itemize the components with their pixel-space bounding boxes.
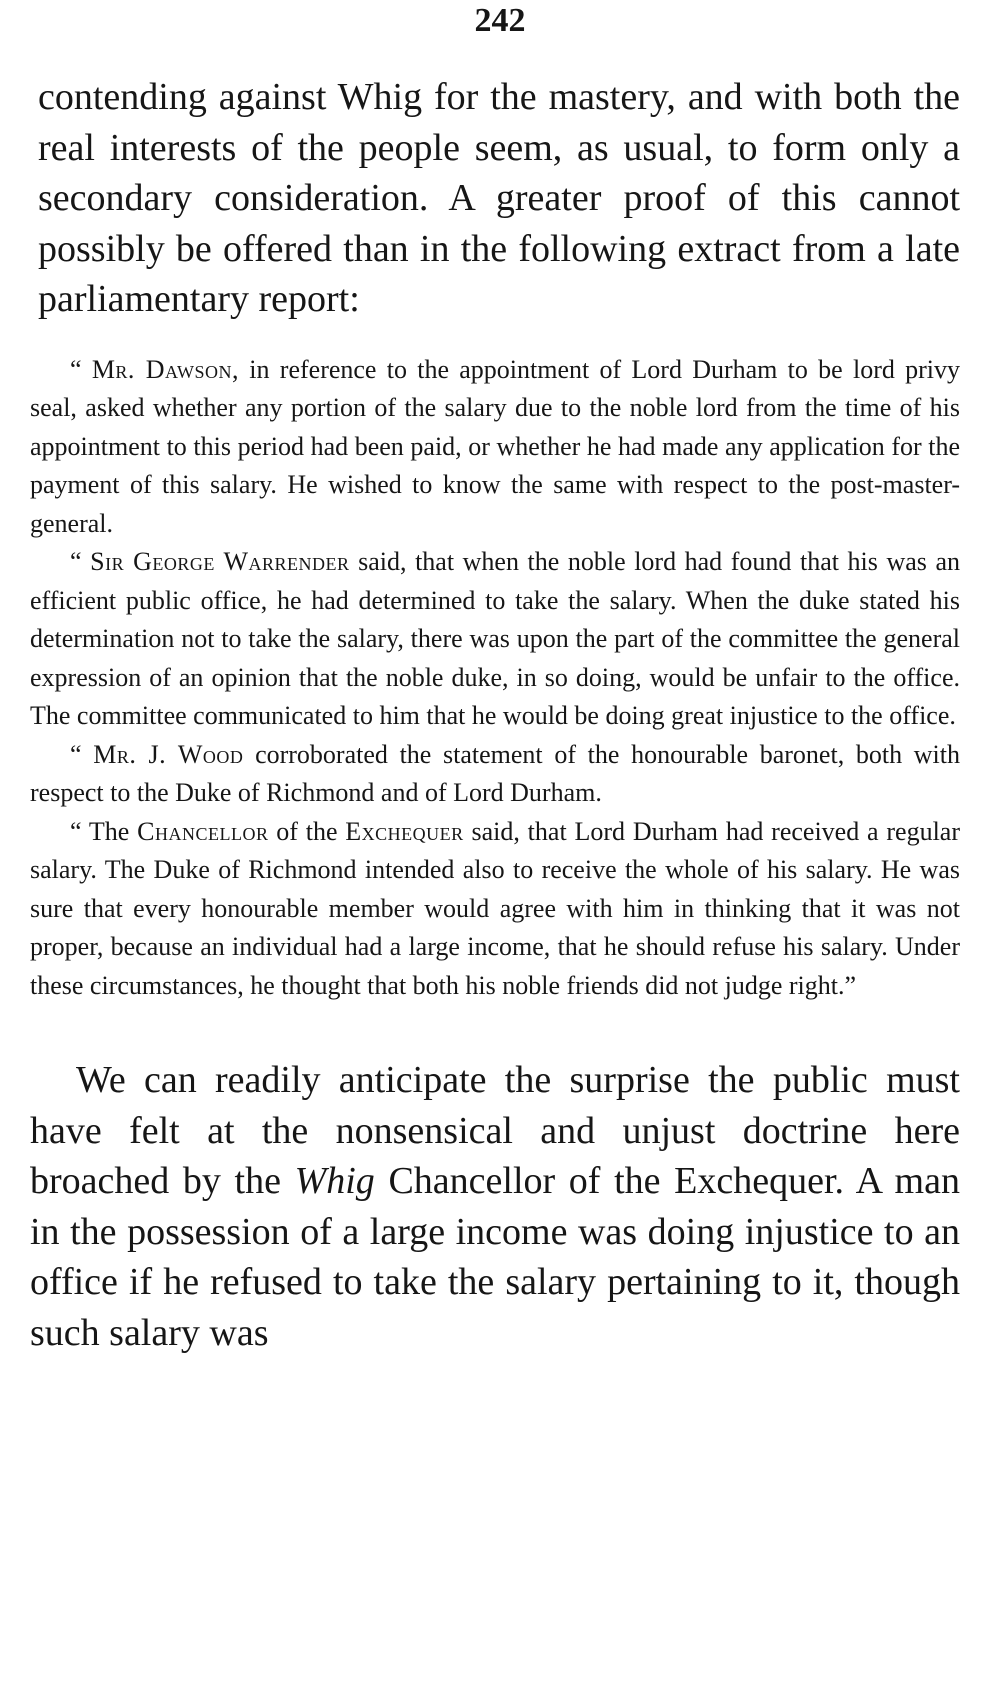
quote-text: said, that Lord Durham had received a regular salary. The Duke of Richmond intended also to receive the whole of his salary. He was sure that every honourable member would agree with him in thinking that it was not proper, because an individual had a large income, that he should refuse his salary. Under these circumstances, he thought that both his noble friends did not judge right.” [30, 816, 960, 1000]
quote-paragraph-chancellor [30, 813, 960, 1006]
speaker-name: Mr. Dawson, [91, 354, 240, 384]
quote-connector: of the [268, 816, 346, 846]
speaker-name-second: Exchequer [345, 816, 464, 846]
open-quote: “ [70, 354, 92, 384]
quote-text: corroborated the statement of the honourable baronet, both with respect to the Duke of Richmond and of Lord Durham. [30, 739, 960, 807]
paragraph-text-after: Chancellor of the Exchequer. A man in the possession of a large income was doing injustice to an office if he refused to take the salary pertaining to it, though such salary was [30, 1160, 960, 1354]
page-number: 242 [474, 2, 526, 39]
quote-paragraph-dawson [30, 351, 960, 544]
paragraph-top: contending against Whig for the mastery, and with both the real interests of the people seem, as usual, to form only a secondary consideration. A greater proof of this cannot possibly be offered than in the following extract from a late parliamentary report: [38, 76, 960, 320]
speaker-name: Sir George Warrender [90, 547, 350, 576]
paragraph-bottom [30, 1055, 960, 1358]
parliamentary-report-extract [30, 351, 960, 1006]
speaker-name: Mr. J. Wood [93, 739, 244, 769]
quote-text: said, that when the noble lord had found that his was an efficient public office, he had determined to take the salary. When the duke stated his determination not to take the salary, there was upon the part of the committee the general expression of an opinion that the noble duke, in so doing, would be unfair to the office. The committee communicated to him that he would be doing great injustice to the office. [30, 547, 960, 730]
quote-paragraph-wood [30, 736, 960, 813]
speaker-name: Chancellor [137, 816, 269, 846]
open-quote: “ [70, 547, 91, 576]
italic-word: Whig [294, 1160, 375, 1202]
open-quote: “ The [70, 816, 138, 846]
paragraph-text-before: We can readily anticipate the surprise the public must have felt at the nonsensical and unjust doctrine here broached by the [30, 1059, 960, 1202]
open-quote: “ [70, 739, 94, 769]
quote-text: in reference to the appointment of Lord Durham to be lord privy seal, asked whether any portion of the salary due to the noble lord from the time of his appointment to this period had been paid, or whether he had made any application for the payment of this salary. He wished to know the same with respect to the post-master-general. [30, 354, 960, 538]
quote-paragraph-warrender [30, 543, 960, 736]
